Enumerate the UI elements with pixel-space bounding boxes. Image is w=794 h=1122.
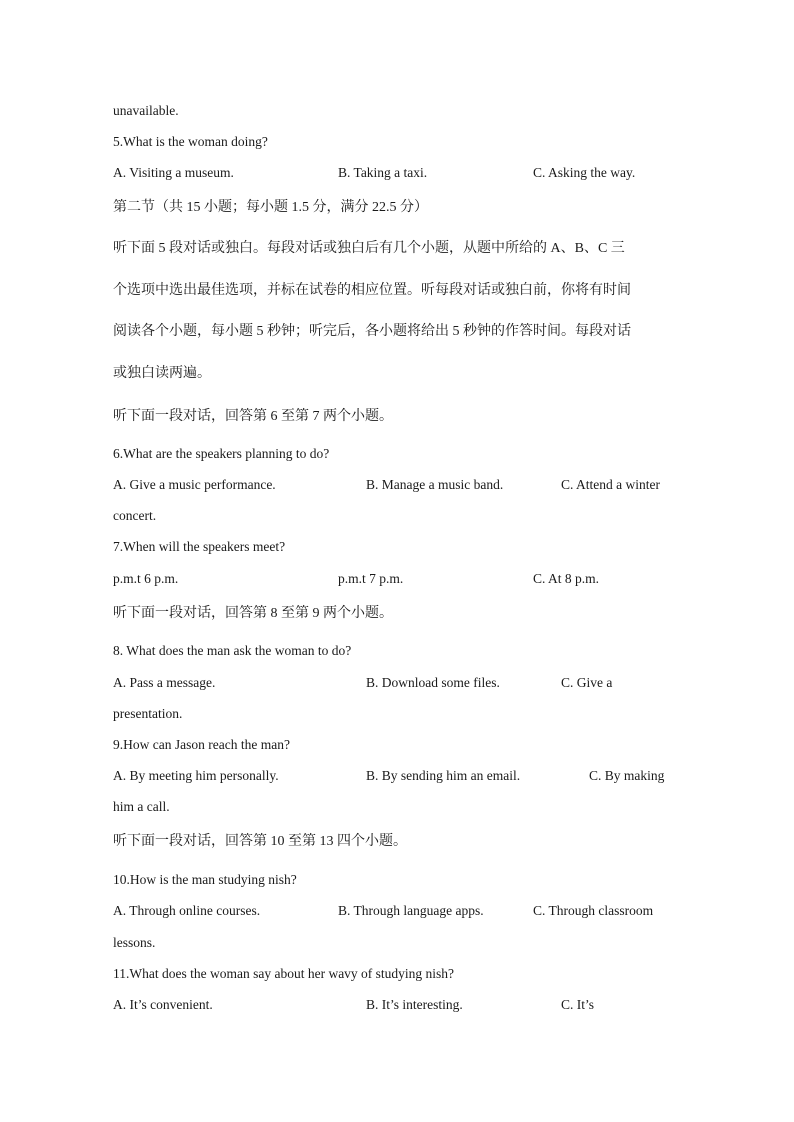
option-9a: A. By meeting him personally.: [113, 768, 279, 783]
option-10b: B. Through language apps.: [338, 903, 484, 918]
option-6a: A. Give a music performance.: [113, 477, 276, 492]
option-5b: B. Taking a taxi.: [338, 165, 428, 180]
option-11b: B. It’s interesting.: [366, 997, 463, 1012]
option-10c-continued: lessons.: [113, 935, 156, 950]
option-9c: C. By making: [589, 768, 665, 783]
dialogue-intro-2: 听下面一段对话，回答第 8 至第 9 两个小题。: [113, 606, 393, 621]
option-6c: C. Attend a winter: [561, 477, 660, 492]
question-10: 10.How is the man studying nish?: [113, 872, 297, 887]
dialogue-intro-3: 听下面一段对话，回答第 10 至第 13 四个小题。: [113, 834, 407, 849]
question-8: 8. What does the man ask the woman to do?: [113, 643, 352, 658]
option-9c-continued: him a call.: [113, 799, 170, 814]
option-7c: C. At 8 p.m.: [533, 571, 600, 586]
section-heading: 第二节（共 15 小题；每小题 1.5 分，满分 22.5 分）: [113, 200, 428, 215]
option-10c: C. Through classroom: [533, 903, 654, 918]
instructions-line-1: 听下面 5 段对话或独白。每段对话或独白后有几个小题，从题中所给的 A、B、C 三: [113, 241, 625, 256]
option-8b: B. Download some files.: [366, 675, 500, 690]
question-11: 11.What does the woman say about her wavy of studying nish?: [113, 966, 455, 981]
instructions-line-4: 或独白读两遍。: [113, 366, 211, 381]
question-9: 9.How can Jason reach the man?: [113, 737, 290, 752]
question-6: 6.What are the speakers planning to do?: [113, 446, 330, 461]
option-6c-continued: concert.: [113, 508, 157, 523]
option-8c-continued: presentation.: [113, 706, 183, 721]
option-10a: A. Through online courses.: [113, 903, 261, 918]
option-8a: A. Pass a message.: [113, 675, 216, 690]
option-5c: C. Asking the way.: [533, 165, 636, 180]
question-7: 7.When will the speakers meet?: [113, 539, 286, 554]
option-11c: C. It’s: [561, 997, 595, 1012]
dialogue-intro-1: 听下面一段对话，回答第 6 至第 7 两个小题。: [113, 409, 393, 424]
option-8c: C. Give a: [561, 675, 613, 690]
option-7a: p.m.t 6 p.m.: [113, 571, 179, 586]
option-9b: B. By sending him an email.: [366, 768, 521, 783]
text-line: unavailable.: [113, 103, 179, 118]
instructions-line-2: 个选项中选出最佳选项，并标在试卷的相应位置。听每段对话或独白前，你将有时间: [113, 283, 631, 298]
option-7b: p.m.t 7 p.m.: [338, 571, 404, 586]
option-11a: A. It’s convenient.: [113, 997, 213, 1012]
option-6b: B. Manage a music band.: [366, 477, 504, 492]
question-5: 5.What is the woman doing?: [113, 134, 268, 149]
instructions-line-3: 阅读各个小题，每小题 5 秒钟；听完后，各小题将给出 5 秒钟的作答时间。每段对话: [113, 324, 631, 339]
option-5a: A. Visiting a museum.: [113, 165, 234, 180]
